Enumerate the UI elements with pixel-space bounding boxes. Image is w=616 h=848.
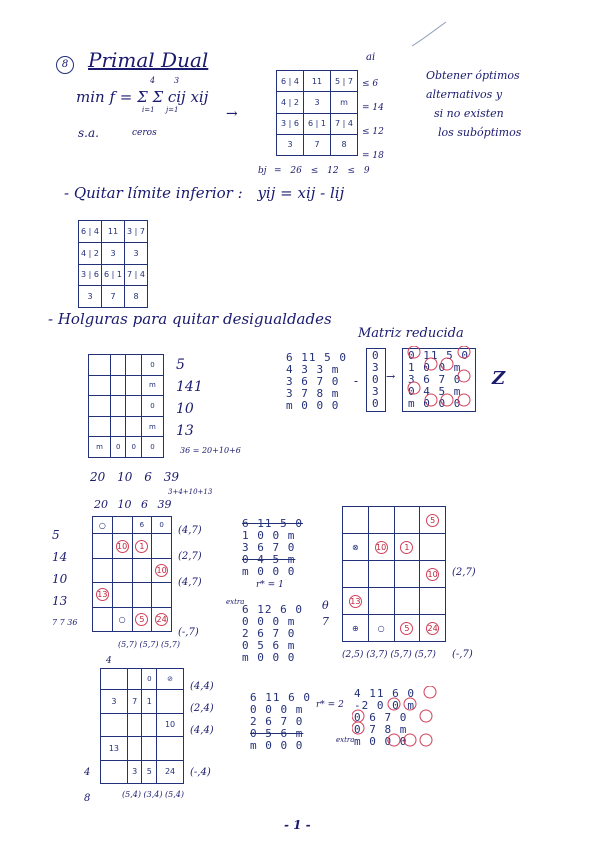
iter2-table: 0 ⊘ 3 7 1 10 13 3 5 24 [100, 668, 184, 784]
iter2-header: 4 [106, 656, 112, 666]
iter1-table: ○ 6 0 10 1 10 13 ○ 5 24 [92, 516, 172, 632]
iter1-extra-note: extra [226, 598, 245, 606]
iter1-right-labels: (2,7) (-,7) [452, 567, 476, 660]
subject-to-note: ceros [132, 128, 157, 138]
step2-title: - Holguras para quitar desigualdades [48, 310, 332, 328]
iter2-labels: (4,4) (2,4) (4,4) (-,4) [190, 681, 214, 778]
ai-values: ≤ 6 = 14 ≤ 12 = 18 [362, 79, 384, 161]
iter2-r-note: r* = 2 [316, 700, 344, 710]
iter2-left: 4 8 [84, 767, 91, 804]
page-number: - 1 - [284, 818, 311, 832]
iter1-right-left: θ 7 [322, 599, 329, 628]
iter2-extra-note: extra [336, 736, 355, 744]
iter1-left: 5 14 10 13 7 7 36 [52, 528, 78, 627]
iter1-top-sums: 20 10 6 39 [94, 498, 172, 511]
cost-cell: 7 [304, 134, 331, 155]
iter1-footer: (5,7) (5,7) (5,7) [118, 640, 180, 649]
step2-sum-note: 36 = 20+10+6 [180, 446, 241, 455]
objective-lower-i: i=1 [142, 106, 155, 114]
objective-lower-j: j=1 [166, 106, 179, 114]
cost-cell: 6 | 1 [304, 113, 331, 134]
zero-circles [404, 346, 476, 412]
objective-upper-i: 4 [150, 76, 156, 85]
iter1-r-note: r* = 1 [256, 580, 284, 590]
step2-bottom-row: 20 10 6 39 [90, 470, 179, 484]
z-mark: Z [492, 368, 506, 389]
subject-to-label: s.a. [78, 126, 99, 140]
bj-values: = 26 ≤ 12 ≤ 9 [274, 166, 370, 176]
objective-upper-j: 3 [174, 76, 180, 85]
iter1-right-table: 5 ⊗ 10 1 10 13 ⊕ ○ 5 24 [342, 506, 446, 642]
iter1-labels: (4,7) (2,7) (4,7) (-,7) [178, 525, 202, 638]
bj-label: bj [258, 166, 267, 176]
side-note: Obtener óptimos alternativos y si no existen los subóptimos [426, 69, 522, 139]
arrow-icon: → [226, 106, 238, 122]
cost-cell: 8 [331, 134, 358, 155]
arrow-icon: → [386, 370, 396, 383]
cost-cell: 3 [304, 92, 331, 113]
reduced-matrix: 0 11 5 0 1 0 0 m 3 6 7 0 0 4 5 m m 0 0 0 [408, 349, 469, 410]
pen-stroke-icon [410, 20, 450, 50]
cost-cell: m [331, 92, 358, 113]
minus-sign: - [354, 374, 359, 388]
iter1-matrix: 6 11 5 0 1 0 0 m 3 6 7 0 0 4 5 m m 0 0 0 [242, 517, 303, 578]
iter2-footer: (5,4) (3,4) (5,4) [122, 790, 184, 799]
page-title: Primal Dual [88, 48, 209, 72]
cost-cell: 3 [277, 134, 304, 155]
step2-vector: 0 3 0 3 0 [372, 349, 380, 410]
iter2-matrix: 6 11 6 0 0 0 0 m 2 6 7 0 0 5 6 m m 0 0 0 [250, 691, 311, 752]
cost-cell: 3 | 6 [277, 113, 304, 134]
iter1-top-note: 3+4+10+13 [168, 488, 213, 496]
step1-title: - Quitar límite inferior : yij = xij - lij [64, 184, 345, 202]
cost-table [276, 70, 358, 156]
objective-function: min f = Σ Σ cij xij [76, 88, 209, 106]
problem-number: 8 [56, 56, 74, 74]
iter1-right-footer: (2,5) (3,7) (5,7) (5,7) [342, 650, 436, 660]
cost-cell: 11 [304, 71, 331, 92]
step2-right-column: 5 141 10 13 [176, 357, 203, 439]
cost-cell: 7 | 4 [331, 113, 358, 134]
step1-table: 6 | 4 11 3 | 7 4 | 2 3 3 3 | 6 6 | 1 7 | 4 3 7 8 [78, 220, 148, 308]
cost-cell: 4 | 2 [277, 92, 304, 113]
step2-matrix: 6 11 5 0 4 3 3 m 3 6 7 0 3 7 8 m m 0 0 0 [286, 351, 347, 412]
cost-cell: 6 | 4 [277, 71, 304, 92]
cost-cell: 5 | 7 [331, 71, 358, 92]
iter2-matrix2: 4 11 6 0 -2 0 0 m 0 6 7 0 0 7 8 m m 0 0 0 [354, 687, 415, 748]
zero-circles [352, 686, 442, 752]
step2-table: 0 m 0 m m 0 0 0 [88, 354, 164, 458]
iter1-matrix2: 6 12 6 0 0 0 0 m 2 6 7 0 0 5 6 m m 0 0 0 [242, 603, 303, 664]
reduced-matrix-label: Matriz reducida [358, 326, 464, 341]
ai-header: ai [366, 52, 376, 63]
